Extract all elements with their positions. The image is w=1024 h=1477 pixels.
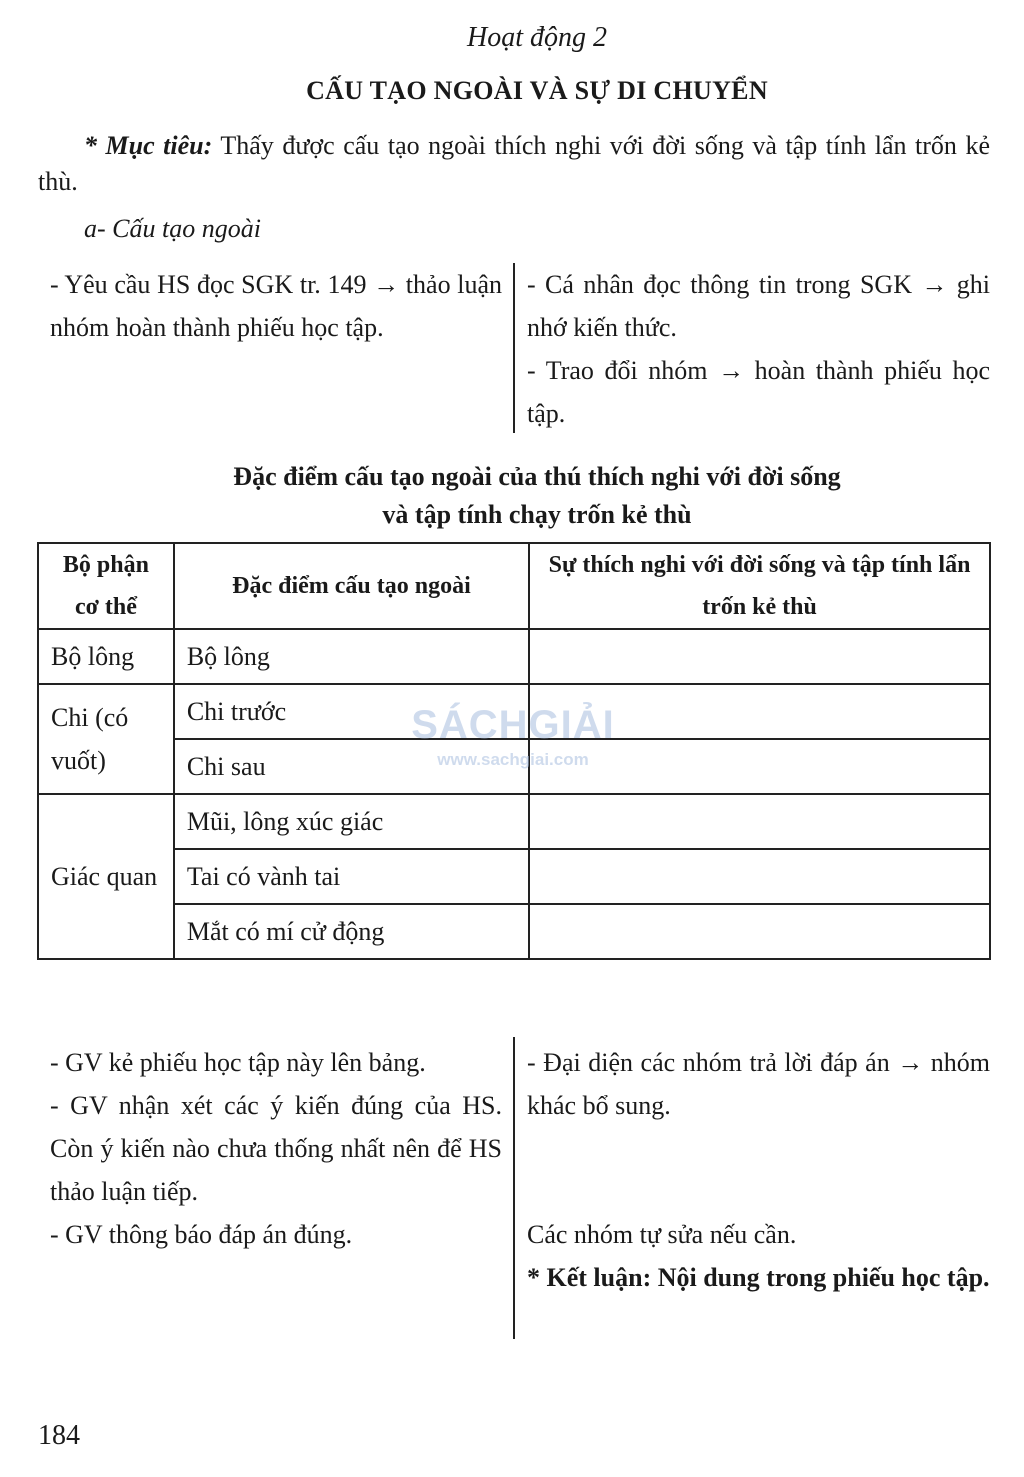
objective-paragraph [38,128,990,200]
body-part-cell: Giác quan [38,794,174,959]
student-column [527,1041,990,1299]
table-row [38,904,990,959]
teacher-column [50,263,502,349]
activity-block-1 [38,263,990,435]
student-activity: Các nhóm tự sửa nếu cần. [527,1220,797,1249]
teacher-activity: - GV nhận xét các ý kiến đúng của HS. Còn ý kiến nào chưa thống nhất nên để HS thảo luận tiếp. [50,1091,502,1206]
header-features: Đặc điểm cấu tạo ngoài [174,543,529,629]
table-header-row [38,543,990,629]
column-divider [513,263,515,433]
table-caption-line: Đặc điểm cấu tạo ngoài của thú thích nghi với đời sống [233,462,841,491]
feature-cell: Tai có vành tai [174,849,529,904]
conclusion: * Kết luận: Nội dung trong phiếu học tập. [527,1263,990,1292]
feature-cell: Chi sau [174,739,529,794]
table-row [38,794,990,849]
watermark-url: www.sachgiai.com [437,750,589,769]
adaptation-cell [529,904,990,959]
watermark [410,703,616,770]
student-activity: - Trao đổi nhóm → hoàn thành phiếu học tập. [527,356,990,428]
adaptation-cell [529,849,990,904]
section-title: CẤU TẠO NGOÀI VÀ SỰ DI CHUYỂN [306,76,768,105]
objective-text: Thấy được cấu tạo ngoài thích nghi với đời sống và tập tính lẩn trốn kẻ thù. [38,131,990,196]
feature-cell: Mắt có mí cử động [174,904,529,959]
subsection-heading: a- Cấu tạo ngoài [84,214,261,243]
adaptation-cell [529,794,990,849]
table-caption [0,458,1024,534]
table-caption-line: và tập tính chạy trốn kẻ thù [382,500,692,529]
feature-cell: Chi trước [174,684,529,739]
teacher-column [50,1041,502,1256]
body-part-cell: Chi (có vuốt) [38,684,174,794]
adaptation-cell [529,629,990,684]
activity-block-2 [38,1041,990,1341]
teacher-activity: - GV kẻ phiếu học tập này lên bảng. [50,1048,426,1077]
watermark-logo: SÁCHGIẢI [411,703,615,747]
activity-label: Hoạt động 2 [467,22,607,53]
page-number: 184 [38,1420,80,1451]
teacher-activity: - Yêu cầu HS đọc SGK tr. 149 → thảo luận nhóm hoàn thành phiếu học tập. [50,270,502,342]
student-activity: - Đại diện các nhóm trả lời đáp án → nhóm khác bổ sung. [527,1048,990,1120]
student-column [527,263,990,435]
header-body-part: Bộ phận cơ thể [38,543,174,629]
table-row [38,629,990,684]
feature-cell: Mũi, lông xúc giác [174,794,529,849]
body-part-cell: Bộ lông [38,629,174,684]
feature-cell: Bộ lông [174,629,529,684]
objective-label: * Mục tiêu: [84,131,213,160]
column-divider [513,1037,515,1339]
header-adaptation: Sự thích nghi với đời sống và tập tính lẩn trốn kẻ thù [529,543,990,629]
table-row [38,849,990,904]
student-activity: - Cá nhân đọc thông tin trong SGK → ghi nhớ kiến thức. [527,270,990,342]
teacher-activity: - GV thông báo đáp án đúng. [50,1220,353,1249]
